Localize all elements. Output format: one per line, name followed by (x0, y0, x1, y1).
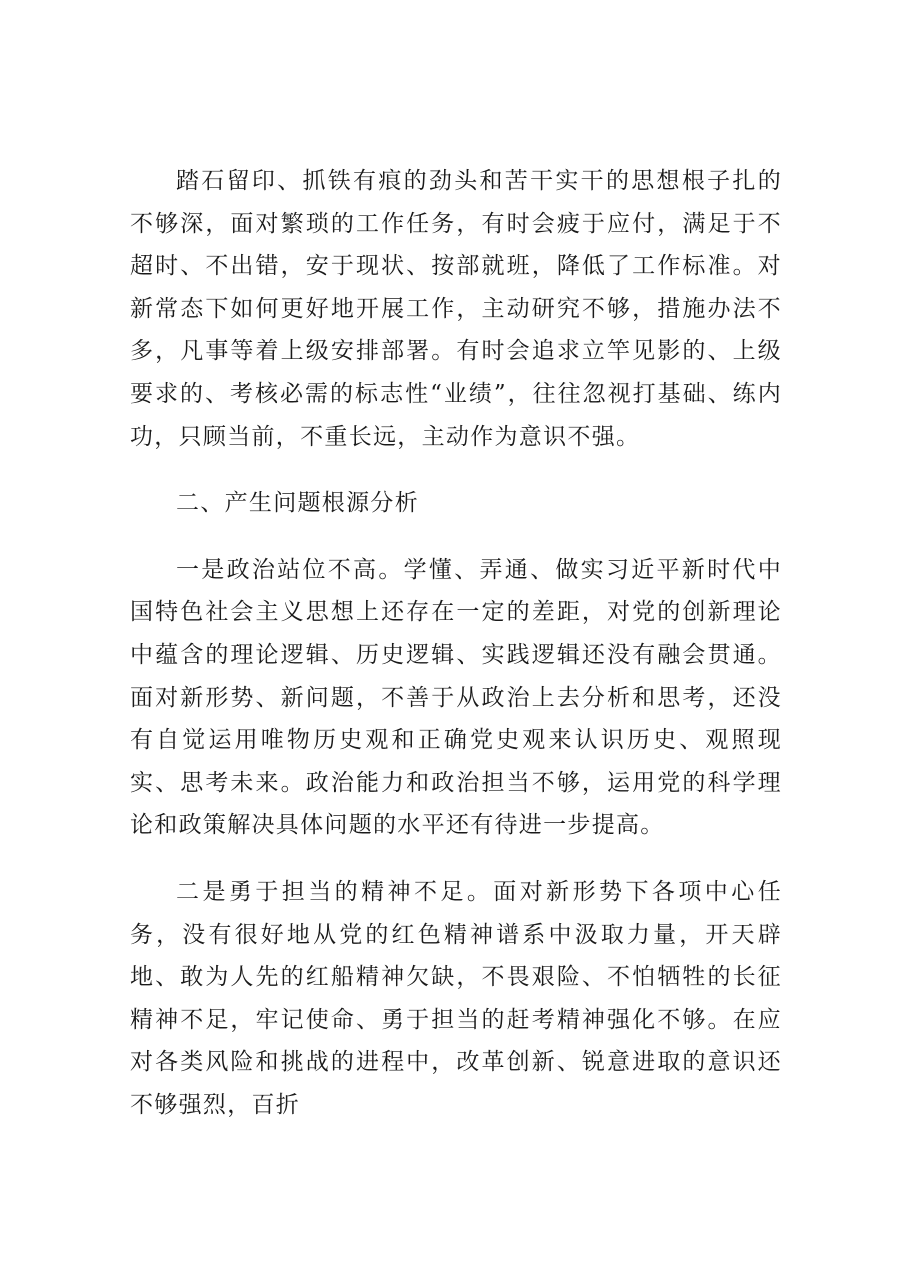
section-heading-root-cause: 二、产生问题根源分析 (176, 490, 419, 517)
paragraph-work-attitude: 踏石留印、抓铁有痕的劲头和苦干实干的思想根子扎的不够深，面对繁琐的工作任务，有时会疲于应付，满足于不超时、不出错，安于现状、按部就班，降低了工作标准。对新常态下如何更好地开展工作，主动研究不够，措施办法不多，凡事等着上级安排部署。有时会追求立竿见影的、上级要求的、考核必需的标志性“业绩”，往往忽视打基础、练内功，只顾当前，不重长远，主动作为意识不强。 (130, 168, 782, 450)
document-body (130, 160, 782, 1150)
paragraph-responsibility-spirit: 二是勇于担当的精神不足。面对新形势下各项中心任务，没有很好地从党的红色精神谱系中汲取力量，开天辟地、敢为人先的红船精神欠缺，不畏艰险、不怕牺牲的长征精神不足，牢记使命、勇于担当的赶考精神强化不够。在应对各类风险和挑战的进程中，改革创新、锐意进取的意识还不够强烈，百折 (130, 878, 782, 1118)
paragraph-political-stance: 一是政治站位不高。学懂、弄通、做实习近平新时代中国特色社会主义思想上还存在一定的差距，对党的创新理论中蕴含的理论逻辑、历史逻辑、实践逻辑还没有融会贯通。面对新形势、新问题，不善于从政治上去分析和思考，还没有自觉运用唯物历史观和正确党史观来认识历史、观照现实、思考未来。政治能力和政治担当不够，运用党的科学理论和政策解决具体问题的水平还有待进一步提高。 (130, 556, 782, 839)
